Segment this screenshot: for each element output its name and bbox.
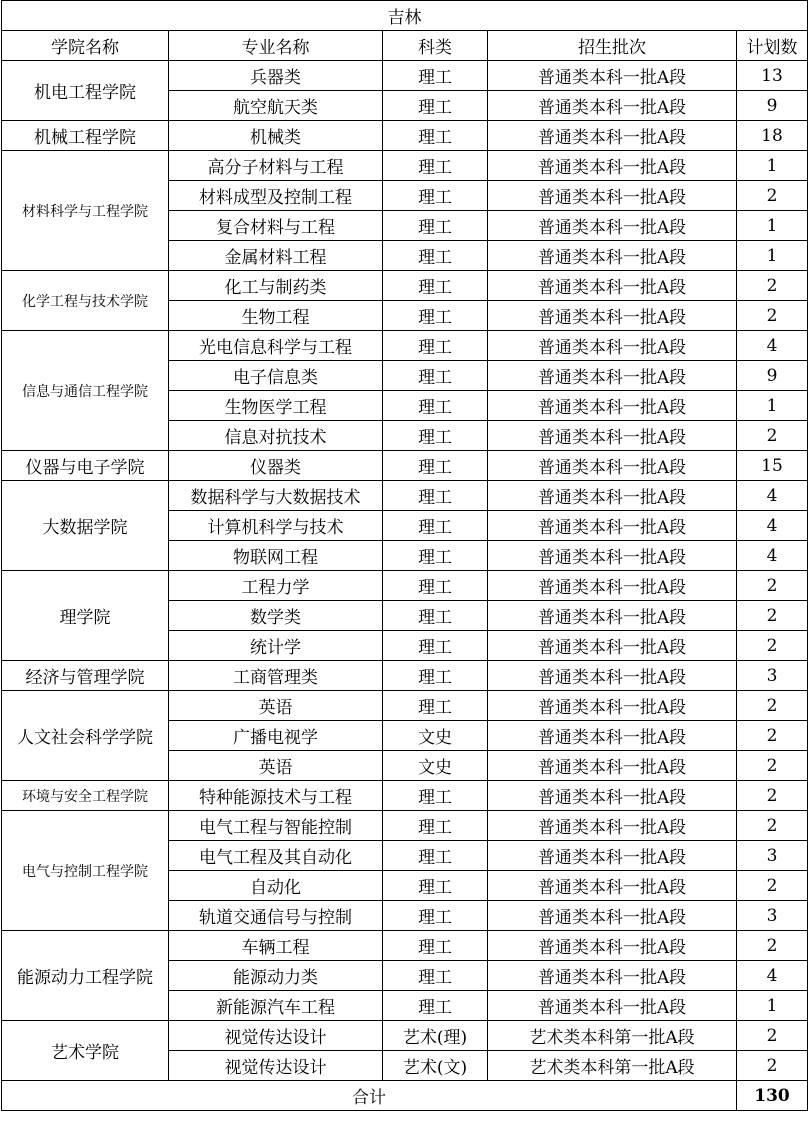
- plan-count: 13: [737, 61, 808, 91]
- header-major: 专业名称: [169, 31, 383, 61]
- category-cell: 理工: [383, 301, 488, 331]
- college-name: 机电工程学院: [2, 61, 169, 121]
- table-title: 吉林: [2, 1, 808, 31]
- batch-cell: 普通类本科一批A段: [488, 91, 737, 121]
- category-cell: 理工: [383, 61, 488, 91]
- category-cell: 文史: [383, 751, 488, 781]
- category-cell: 理工: [383, 961, 488, 991]
- category-cell: 理工: [383, 811, 488, 841]
- batch-cell: 普通类本科一批A段: [488, 781, 737, 811]
- college-name: 化学工程与技术学院: [2, 271, 169, 331]
- category-cell: 理工: [383, 181, 488, 211]
- major-name: 数据科学与大数据技术: [169, 481, 383, 511]
- category-cell: 理工: [383, 661, 488, 691]
- batch-cell: 普通类本科一批A段: [488, 151, 737, 181]
- major-name: 化工与制药类: [169, 271, 383, 301]
- major-name: 复合材料与工程: [169, 211, 383, 241]
- plan-count: 2: [737, 751, 808, 781]
- batch-cell: 普通类本科一批A段: [488, 811, 737, 841]
- category-cell: 理工: [383, 391, 488, 421]
- major-name: 计算机科学与技术: [169, 511, 383, 541]
- category-cell: 理工: [383, 211, 488, 241]
- batch-cell: 普通类本科一批A段: [488, 181, 737, 211]
- college-name: 大数据学院: [2, 481, 169, 571]
- plan-count: 2: [737, 301, 808, 331]
- major-name: 视觉传达设计: [169, 1051, 383, 1081]
- major-name: 电气工程与智能控制: [169, 811, 383, 841]
- major-name: 轨道交通信号与控制: [169, 901, 383, 931]
- plan-count: 1: [737, 391, 808, 421]
- category-cell: 理工: [383, 931, 488, 961]
- major-name: 英语: [169, 691, 383, 721]
- batch-cell: 普通类本科一批A段: [488, 841, 737, 871]
- table-row: [2, 661, 808, 691]
- plan-count: 2: [737, 421, 808, 451]
- category-cell: 理工: [383, 571, 488, 601]
- batch-cell: 普通类本科一批A段: [488, 391, 737, 421]
- total-row: [2, 1081, 808, 1111]
- college-name: 机械工程学院: [2, 121, 169, 151]
- table-row: [2, 571, 808, 601]
- plan-count: 1: [737, 991, 808, 1021]
- major-name: 电气工程及其自动化: [169, 841, 383, 871]
- major-name: 材料成型及控制工程: [169, 181, 383, 211]
- batch-cell: 艺术类本科第一批A段: [488, 1051, 737, 1081]
- major-name: 统计学: [169, 631, 383, 661]
- major-name: 生物工程: [169, 301, 383, 331]
- table-row: [2, 271, 808, 301]
- batch-cell: 普通类本科一批A段: [488, 421, 737, 451]
- college-name: 电气与控制工程学院: [2, 811, 169, 931]
- plan-count: 2: [737, 721, 808, 751]
- major-name: 广播电视学: [169, 721, 383, 751]
- total-value: 130: [737, 1081, 808, 1111]
- category-cell: 理工: [383, 481, 488, 511]
- plan-count: 3: [737, 661, 808, 691]
- major-name: 机械类: [169, 121, 383, 151]
- college-name: 材料科学与工程学院: [2, 151, 169, 271]
- college-name: 信息与通信工程学院: [2, 331, 169, 451]
- category-cell: 理工: [383, 541, 488, 571]
- major-name: 仪器类: [169, 451, 383, 481]
- category-cell: 理工: [383, 901, 488, 931]
- batch-cell: 普通类本科一批A段: [488, 331, 737, 361]
- table-row: [2, 61, 808, 91]
- major-name: 视觉传达设计: [169, 1021, 383, 1051]
- plan-count: 2: [737, 811, 808, 841]
- table-row: [2, 811, 808, 841]
- batch-cell: 普通类本科一批A段: [488, 871, 737, 901]
- major-name: 物联网工程: [169, 541, 383, 571]
- plan-count: 3: [737, 901, 808, 931]
- plan-count: 2: [737, 601, 808, 631]
- batch-cell: 普通类本科一批A段: [488, 541, 737, 571]
- plan-count: 9: [737, 91, 808, 121]
- category-cell: 艺术(理): [383, 1021, 488, 1051]
- table-row: [2, 691, 808, 721]
- header-college: 学院名称: [2, 31, 169, 61]
- major-name: 数学类: [169, 601, 383, 631]
- table-body: [2, 61, 808, 1081]
- major-name: 工程力学: [169, 571, 383, 601]
- plan-count: 1: [737, 211, 808, 241]
- category-cell: 理工: [383, 601, 488, 631]
- major-name: 高分子材料与工程: [169, 151, 383, 181]
- college-name: 仪器与电子学院: [2, 451, 169, 481]
- header-row: [2, 31, 808, 61]
- enrollment-plan-table: [1, 0, 808, 1111]
- category-cell: 理工: [383, 91, 488, 121]
- table-row: [2, 121, 808, 151]
- category-cell: 理工: [383, 271, 488, 301]
- table-row: [2, 931, 808, 961]
- major-name: 自动化: [169, 871, 383, 901]
- batch-cell: 艺术类本科第一批A段: [488, 1021, 737, 1051]
- header-category: 科类: [383, 31, 488, 61]
- major-name: 信息对抗技术: [169, 421, 383, 451]
- plan-count: 1: [737, 241, 808, 271]
- major-name: 车辆工程: [169, 931, 383, 961]
- table-row: [2, 151, 808, 181]
- batch-cell: 普通类本科一批A段: [488, 481, 737, 511]
- major-name: 电子信息类: [169, 361, 383, 391]
- plan-count: 2: [737, 691, 808, 721]
- plan-count: 18: [737, 121, 808, 151]
- category-cell: 艺术(文): [383, 1051, 488, 1081]
- plan-count: 3: [737, 841, 808, 871]
- major-name: 航空航天类: [169, 91, 383, 121]
- category-cell: 理工: [383, 361, 488, 391]
- plan-count: 4: [737, 481, 808, 511]
- batch-cell: 普通类本科一批A段: [488, 751, 737, 781]
- plan-count: 4: [737, 331, 808, 361]
- batch-cell: 普通类本科一批A段: [488, 241, 737, 271]
- category-cell: 理工: [383, 121, 488, 151]
- plan-count: 1: [737, 151, 808, 181]
- plan-count: 2: [737, 1021, 808, 1051]
- batch-cell: 普通类本科一批A段: [488, 631, 737, 661]
- batch-cell: 普通类本科一批A段: [488, 961, 737, 991]
- plan-count: 2: [737, 631, 808, 661]
- plan-count: 2: [737, 571, 808, 601]
- batch-cell: 普通类本科一批A段: [488, 991, 737, 1021]
- table-row: [2, 781, 808, 811]
- batch-cell: 普通类本科一批A段: [488, 271, 737, 301]
- major-name: 能源动力类: [169, 961, 383, 991]
- title-row: [2, 1, 808, 31]
- plan-count: 2: [737, 871, 808, 901]
- table-row: [2, 331, 808, 361]
- category-cell: 理工: [383, 871, 488, 901]
- plan-count: 4: [737, 541, 808, 571]
- major-name: 新能源汽车工程: [169, 991, 383, 1021]
- category-cell: 理工: [383, 241, 488, 271]
- plan-count: 2: [737, 931, 808, 961]
- plan-count: 9: [737, 361, 808, 391]
- batch-cell: 普通类本科一批A段: [488, 61, 737, 91]
- category-cell: 理工: [383, 421, 488, 451]
- header-plan: 计划数: [737, 31, 808, 61]
- major-name: 特种能源技术与工程: [169, 781, 383, 811]
- plan-count: 2: [737, 1051, 808, 1081]
- major-name: 兵器类: [169, 61, 383, 91]
- batch-cell: 普通类本科一批A段: [488, 901, 737, 931]
- table-row: [2, 481, 808, 511]
- plan-count: 2: [737, 271, 808, 301]
- batch-cell: 普通类本科一批A段: [488, 361, 737, 391]
- category-cell: 理工: [383, 331, 488, 361]
- batch-cell: 普通类本科一批A段: [488, 571, 737, 601]
- major-name: 金属材料工程: [169, 241, 383, 271]
- college-name: 理学院: [2, 571, 169, 661]
- category-cell: 理工: [383, 991, 488, 1021]
- major-name: 生物医学工程: [169, 391, 383, 421]
- major-name: 光电信息科学与工程: [169, 331, 383, 361]
- college-name: 环境与安全工程学院: [2, 781, 169, 811]
- college-name: 艺术学院: [2, 1021, 169, 1081]
- plan-count: 15: [737, 451, 808, 481]
- table-row: [2, 1021, 808, 1051]
- batch-cell: 普通类本科一批A段: [488, 661, 737, 691]
- batch-cell: 普通类本科一批A段: [488, 721, 737, 751]
- plan-count: 2: [737, 181, 808, 211]
- category-cell: 理工: [383, 451, 488, 481]
- college-name: 能源动力工程学院: [2, 931, 169, 1021]
- category-cell: 理工: [383, 781, 488, 811]
- college-name: 经济与管理学院: [2, 661, 169, 691]
- header-batch: 招生批次: [488, 31, 737, 61]
- category-cell: 理工: [383, 511, 488, 541]
- batch-cell: 普通类本科一批A段: [488, 121, 737, 151]
- major-name: 工商管理类: [169, 661, 383, 691]
- category-cell: 理工: [383, 841, 488, 871]
- category-cell: 理工: [383, 151, 488, 181]
- major-name: 英语: [169, 751, 383, 781]
- batch-cell: 普通类本科一批A段: [488, 931, 737, 961]
- category-cell: 文史: [383, 721, 488, 751]
- batch-cell: 普通类本科一批A段: [488, 511, 737, 541]
- batch-cell: 普通类本科一批A段: [488, 691, 737, 721]
- category-cell: 理工: [383, 631, 488, 661]
- batch-cell: 普通类本科一批A段: [488, 601, 737, 631]
- batch-cell: 普通类本科一批A段: [488, 451, 737, 481]
- batch-cell: 普通类本科一批A段: [488, 301, 737, 331]
- category-cell: 理工: [383, 691, 488, 721]
- total-label: 合计: [2, 1081, 737, 1111]
- batch-cell: 普通类本科一批A段: [488, 211, 737, 241]
- college-name: 人文社会科学学院: [2, 691, 169, 781]
- plan-count: 2: [737, 781, 808, 811]
- plan-count: 4: [737, 511, 808, 541]
- table-row: [2, 451, 808, 481]
- plan-count: 4: [737, 961, 808, 991]
